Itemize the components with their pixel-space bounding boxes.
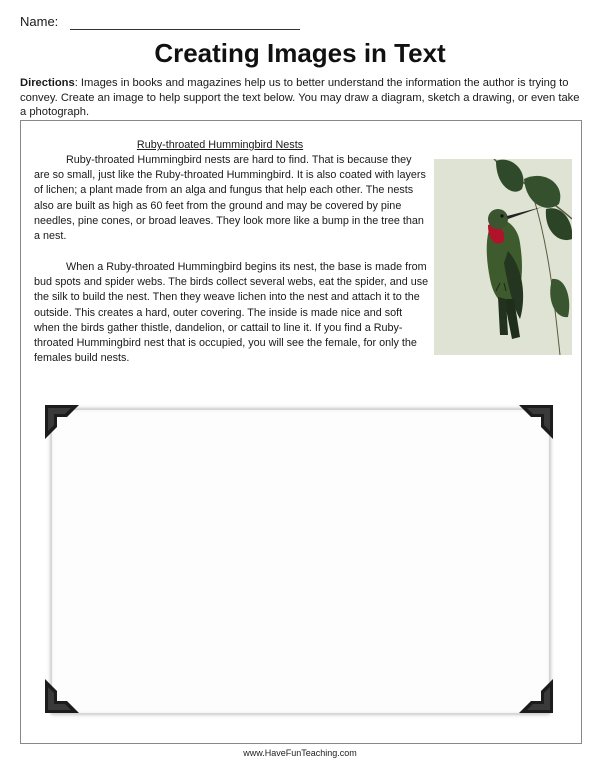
story-paragraph-2-text: When a Ruby-throated Hummingbird begins its nest, the base is made from bud spots and spider webs. The birds collect several webs, eat the spider, and use the silk to build the nest. Then they weave lichen into the nest and attach it to the outside. This creates a hard, outer covering. The inside is made nice and soft when the birds gather thistle, dandelion, or cattail to line it. If you find a Ruby-throated Hummingbird nest that is occupied, you will see the female, for only the females build nests.	[34, 261, 429, 365]
photo-corner-top-right-icon	[519, 405, 553, 439]
hummingbird-drawing	[434, 159, 572, 355]
drawing-area[interactable]	[45, 405, 553, 713]
drawing-canvas[interactable]	[51, 409, 550, 714]
photo-corner-bottom-left-icon	[45, 679, 79, 713]
directions-label: Directions	[20, 77, 75, 89]
name-label: Name:	[20, 14, 59, 29]
story-paragraph-1-text: Ruby-throated Hummingbird nests are hard to find. That is because they are so small, just like the Ruby-throated Hummingbird. It is also coated with layers of lichen; a plant made from an alga and fungus that help each other. The nests also are built as high as 60 feet from the ground and may be covered by pine needles, pine cones, or broad leaves. They look more like a bump in the tree than a nest.	[34, 154, 426, 243]
story-paragraph-1	[34, 153, 430, 244]
name-line[interactable]	[70, 29, 300, 30]
directions-text: : Images in books and magazines help us to better understand the information the author is trying to convey. Create an image to help support the text below. You may draw a diagram, sketch a drawing, or even take a photograph.	[20, 77, 580, 118]
footer-website[interactable]: www.HaveFunTeaching.com	[243, 748, 357, 758]
page-title: Creating Images in Text	[154, 38, 446, 68]
photo-corner-bottom-right-icon	[519, 679, 553, 713]
story-paragraph-2	[34, 260, 430, 366]
name-row	[20, 14, 58, 29]
photo-corner-top-left-icon	[45, 405, 79, 439]
directions	[20, 76, 585, 120]
story-title: Ruby-throated Hummingbird Nests	[136, 139, 304, 151]
hummingbird-illustration	[434, 159, 572, 355]
